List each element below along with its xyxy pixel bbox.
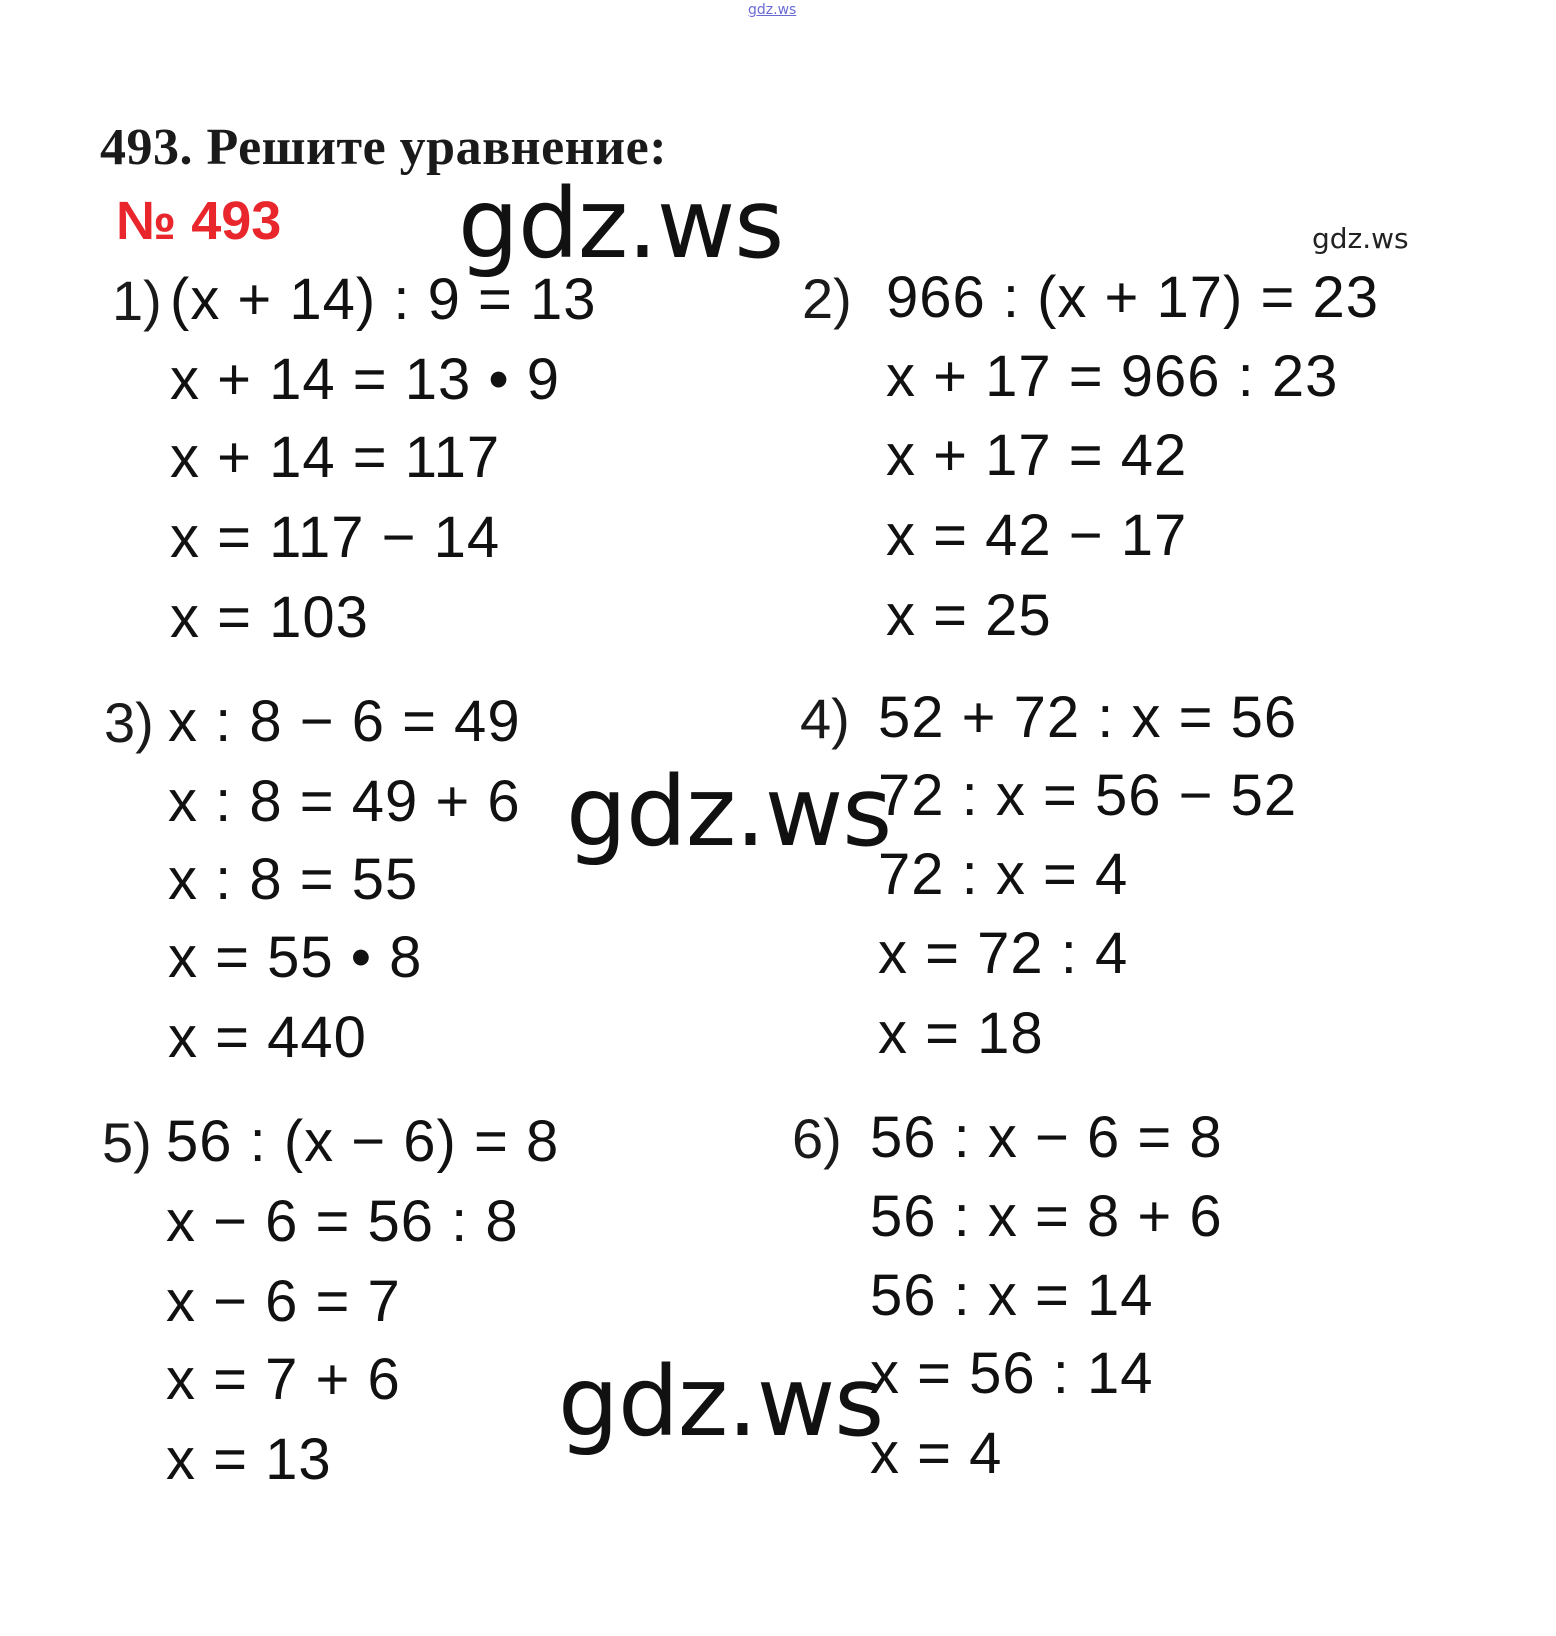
- equation-step: 56 : x − 6 = 8: [870, 1105, 1223, 1170]
- problem-label: 5): [102, 1111, 152, 1174]
- problem-label: 4): [800, 687, 850, 750]
- equation-step: x = 4: [870, 1421, 1003, 1486]
- equation-step: 56 : x = 14: [870, 1263, 1154, 1328]
- equation-step: x + 14 = 13 • 9: [170, 347, 561, 412]
- equation-step: x = 103: [170, 585, 369, 650]
- equation-step: x = 55 • 8: [168, 925, 423, 990]
- equation-step: x + 17 = 966 : 23: [886, 344, 1339, 409]
- equation-step: 72 : x = 4: [878, 842, 1129, 907]
- problem-label: 1): [112, 269, 162, 332]
- equation-step: x + 17 = 42: [886, 423, 1188, 488]
- equation-step: x = 56 : 14: [870, 1341, 1154, 1406]
- top-watermark-link[interactable]: gdz.ws: [748, 2, 797, 18]
- equation-step: x : 8 = 49 + 6: [168, 769, 521, 834]
- equation-step: x = 7 + 6: [166, 1347, 401, 1412]
- watermark-big: gdz.ws: [458, 168, 784, 280]
- equation-step: x : 8 = 55: [168, 847, 419, 912]
- equation-step: x = 13: [166, 1427, 332, 1492]
- equation-step: x = 42 − 17: [886, 503, 1188, 568]
- equation-step: x = 72 : 4: [878, 921, 1129, 986]
- equation-step: x + 14 = 117: [170, 425, 501, 490]
- problem-label: 3): [104, 691, 154, 754]
- equation-step: x : 8 − 6 = 49: [168, 689, 521, 754]
- equation-step: x = 18: [878, 1001, 1044, 1066]
- equation-step: x = 440: [168, 1005, 367, 1070]
- equation-step: x = 25: [886, 583, 1052, 648]
- equation-step: 52 + 72 : x = 56: [878, 685, 1298, 750]
- exercise-title: 493. Решите уравнение:: [100, 119, 668, 176]
- watermark-big: gdz.ws: [558, 1346, 884, 1458]
- equation-step: 72 : x = 56 − 52: [878, 763, 1298, 828]
- equation-step: x − 6 = 56 : 8: [166, 1189, 519, 1254]
- equation-step: 56 : (x − 6) = 8: [166, 1109, 560, 1174]
- equation-step: 56 : x = 8 + 6: [870, 1184, 1223, 1249]
- task-number-label: № 493: [116, 191, 282, 251]
- problem-label: 6): [792, 1107, 842, 1170]
- problem-label: 2): [802, 267, 852, 330]
- equation-step: x = 117 − 14: [170, 505, 501, 570]
- watermark-small: gdz.ws: [1312, 222, 1409, 255]
- equation-step: 966 : (x + 17) = 23: [886, 265, 1379, 330]
- watermark-big: gdz.ws: [566, 756, 892, 868]
- equation-step: (x + 14) : 9 = 13: [170, 267, 597, 332]
- equation-step: x − 6 = 7: [166, 1269, 401, 1334]
